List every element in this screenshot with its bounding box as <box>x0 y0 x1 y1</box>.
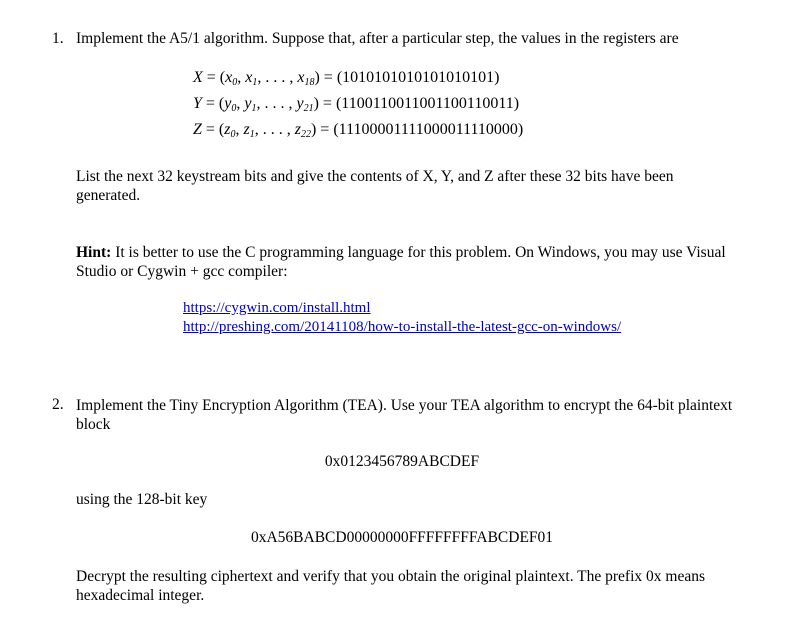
equation-x: $X = (x_0$, $x_1$, . . . , $x_{18}) = (1010101010101010101)$ <box>193 69 500 88</box>
equation-x-name: X <box>193 69 203 86</box>
equation-y-name: Y <box>193 95 202 112</box>
problem-1-task: List the next 32 keystream bits and give the contents of X, Y, and Z after these 32 bits have been generated. <box>76 168 674 204</box>
equation-x-value: (1010101010101010101) <box>336 69 500 86</box>
equation-z: $Z = (z_0$, $z_1$, . . . , $z_{22}) = (11100001111000011110000)$ <box>193 121 524 140</box>
equation-z-name: Z <box>193 121 202 138</box>
problem-1-intro: Implement the A5/1 algorithm. Suppose that, after a particular step, the values in the registers are <box>76 30 679 47</box>
hint-paragraph <box>76 243 741 281</box>
key-value: 0xA56BABCD00000000FFFFFFFFABCDEF01 <box>250 529 554 546</box>
equation-y-index: 21 <box>303 103 314 114</box>
problem-2-number: 2. <box>52 396 64 413</box>
cygwin-link[interactable]: https://cygwin.com/install.html <box>183 300 371 316</box>
equation-z-value: (11100001111000011110000) <box>333 121 524 138</box>
preshing-gcc-link[interactable]: http://preshing.com/20141108/how-to-install-the-latest-gcc-on-windows/ <box>183 319 622 335</box>
problem-1-number: 1. <box>52 30 64 47</box>
equation-z-index: 22 <box>300 129 311 140</box>
hint-label: Hint: <box>76 244 112 261</box>
plaintext-value: 0x0123456789ABCDEF <box>324 453 480 470</box>
equation-y-value: (1100110011001100110011) <box>335 95 520 112</box>
equation-y: $Y = (y_0$, $y_1$, . . . , $y_{21}) = (1100110011001100110011)$ <box>193 95 520 114</box>
key-label: using the 128-bit key <box>76 491 208 508</box>
equation-x-index: 18 <box>304 77 315 88</box>
problem-2-closing: Decrypt the resulting ciphertext and verify that you obtain the original plaintext. The prefix 0x means hexadecimal integer. <box>76 568 705 604</box>
hint-text: It is better to use the C programming language for this problem. On Windows, you may use Visual Studio or Cygwin + gcc compiler: <box>76 244 726 280</box>
problem-2-intro: Implement the Tiny Encryption Algorithm (TEA). Use your TEA algorithm to encrypt the 64-bit plaintext block <box>76 397 733 433</box>
